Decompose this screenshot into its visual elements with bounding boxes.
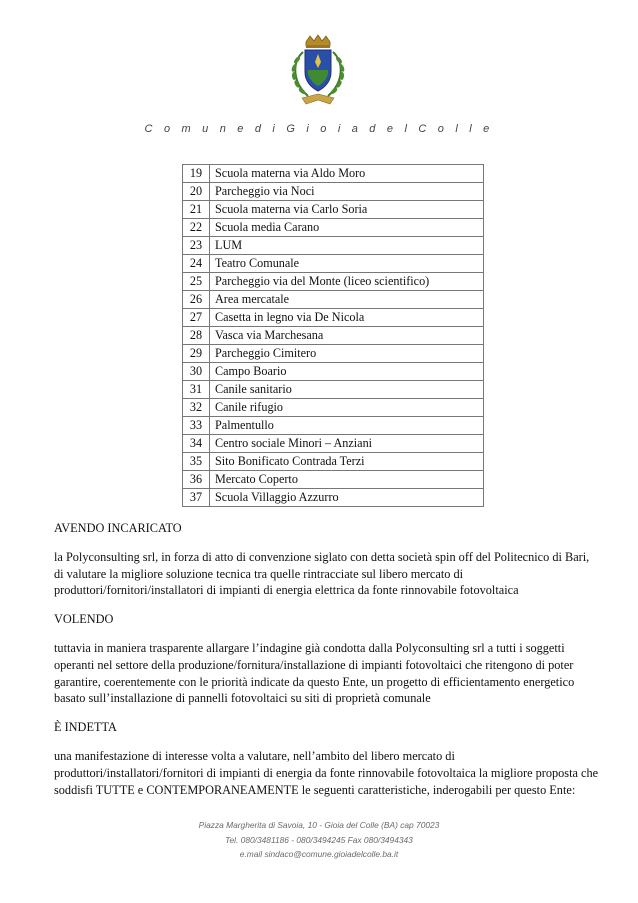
table-row [183,183,484,201]
table-row [183,453,484,471]
site-name: Scuola Villaggio Azzurro [210,489,484,507]
site-name: Centro sociale Minori – Anziani [210,435,484,453]
table-row [183,435,484,453]
site-name: Palmentullo [210,417,484,435]
table-row [183,165,484,183]
sites-table [182,164,484,507]
site-number: 32 [183,399,210,417]
site-number: 25 [183,273,210,291]
site-name: Area mercatale [210,291,484,309]
section-heading-avendo-incaricato: AVENDO INCARICATO [54,521,182,535]
site-name: Vasca via Marchesana [210,327,484,345]
coat-of-arms-icon [284,34,352,110]
table-row [183,399,484,417]
site-number: 22 [183,219,210,237]
footer-address: Piazza Margherita di Savoia, 10 - Gioia del Colle (BA) cap 70023 [198,820,440,830]
site-number: 36 [183,471,210,489]
table-row [183,363,484,381]
table-row [183,381,484,399]
site-number: 26 [183,291,210,309]
table-row [183,489,484,507]
section-heading-volendo: VOLENDO [54,612,114,627]
site-number: 19 [183,165,210,183]
site-number: 33 [183,417,210,435]
site-number: 29 [183,345,210,363]
table-row [183,309,484,327]
table-row [183,471,484,489]
site-name: Parcheggio via del Monte (liceo scientifico) [210,273,484,291]
coat-of-arms [284,34,352,110]
site-number: 20 [183,183,210,201]
site-name: Canile rifugio [210,399,484,417]
table-row [183,255,484,273]
site-number: 30 [183,363,210,381]
table-row [183,219,484,237]
table-row [183,201,484,219]
site-name: Scuola materna via Carlo Soria [210,201,484,219]
site-number: 34 [183,435,210,453]
footer-email: e.mail sindaco@comune.gioiadelcolle.ba.it [239,849,399,859]
table-row [183,417,484,435]
site-number: 31 [183,381,210,399]
site-name: Campo Boario [210,363,484,381]
site-name: Mercato Coperto [210,471,484,489]
section-text-volendo: tuttavia in maniera trasparente allargare l’indagine già condotta dalla Polyconsulting srl a tutti i soggetti operanti nel settore della produzione/fornitura/installazione di impianti fotovoltaici che ritengono di poter garantire, coerentemente con le priorità indicate da questo Ente, un progetto di efficientamento energetico basato sull’installazione di pannelli fotovoltaici su siti di proprietà comunale [54,640,575,706]
table-row [183,237,484,255]
site-number: 23 [183,237,210,255]
site-name: Scuola materna via Aldo Moro [210,165,484,183]
table-row [183,345,484,363]
site-name: Parcheggio Cimitero [210,345,484,363]
table-row [183,327,484,345]
site-name: Scuola media Carano [210,219,484,237]
site-number: 35 [183,453,210,471]
site-name: Canile sanitario [210,381,484,399]
site-name: Teatro Comunale [210,255,484,273]
site-number: 21 [183,201,210,219]
site-number: 37 [183,489,210,507]
section-heading-e-indetta: È INDETTA [54,720,117,735]
municipality-title: C o m u n e d i G i o i a d e l C o l l e [144,123,494,135]
site-name: LUM [210,237,484,255]
table-row [183,291,484,309]
site-number: 28 [183,327,210,345]
section-text-e-indetta: una manifestazione di interesse volta a valutare, nell’ambito del libero mercato di produttori/installatori/fornitori di impianti di energia da fonte rinnovabile fotovoltaica la migliore proposta che soddisfi TUTTE e CONTEMPORANEAMENTE le seguenti caratteristiche, inderogabili per questo Ente: [54,748,599,797]
site-name: Casetta in legno via De Nicola [210,309,484,327]
site-name: Parcheggio via Noci [210,183,484,201]
site-name: Sito Bonificato Contrada Terzi [210,453,484,471]
site-number: 24 [183,255,210,273]
footer-phone: Tel. 080/3481186 - 080/3494245 Fax 080/3494343 [225,834,413,845]
section-text-avendo-incaricato: la Polyconsulting srl, in forza di atto di convenzione siglato con detta società spin off del Politecnico di Bari, di valutare la migliore soluzione tecnica tra quelle rintracciate sul libero mercato di produttori/fornitori/installatori di impianti di energia elettrica da fonte rinnovabile fotovoltaica [54,549,590,598]
document-body [54,520,599,810]
table-row [183,273,484,291]
site-number: 27 [183,309,210,327]
page-footer [0,818,638,862]
